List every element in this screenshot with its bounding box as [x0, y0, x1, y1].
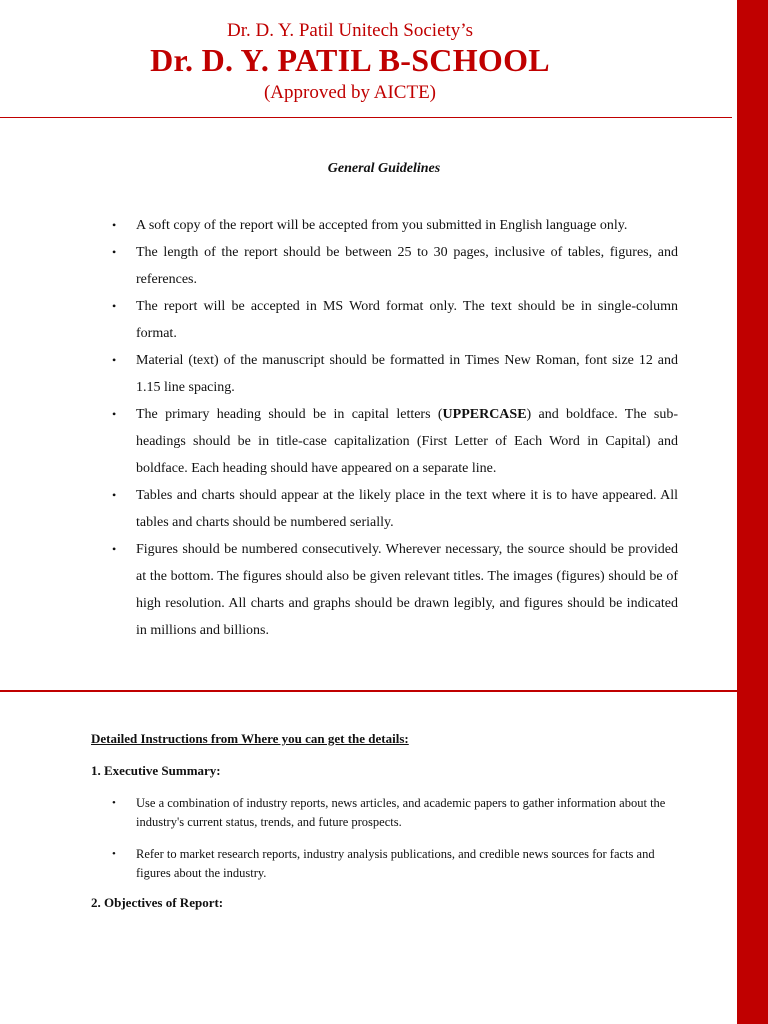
list-item-text: Refer to market research reports, industry analysis publications, and credible news sources for facts and figures about the industry. [136, 847, 655, 880]
list-item-text: The length of the report should be between 25 to 30 pages, inclusive of tables, figures, and references. [136, 245, 678, 287]
bullet-icon: • [112, 542, 117, 556]
list-item [108, 293, 678, 347]
list-item [108, 482, 678, 536]
detailed-instructions-heading: Detailed Instructions from Where you can get the details: [91, 731, 409, 746]
list-item-text: Tables and charts should appear at the likely place in the text where it is to have appeared. All tables and charts should be numbered serially. [136, 488, 678, 530]
bullet-icon: • [112, 797, 116, 809]
list-item [108, 347, 678, 401]
executive-summary-list [108, 794, 668, 896]
list-item-text: The report will be accepted in MS Word format only. The text should be in single-column format. [136, 299, 678, 341]
bullet-icon: • [112, 218, 117, 232]
bullet-icon: • [112, 353, 117, 367]
list-item-text: Figures should be numbered consecutively. Wherever necessary, the source should be provided at the bottom. The figures should also be given relevant titles. The images (figures) should be of high resolution. All charts and graphs should be drawn legibly, and figures should be indicated in millions and billions. [136, 542, 678, 638]
list-item-text-post: ) and boldface. The sub-headings should be in title-case capitalization (First Letter of Each Word in Capital) and boldface. Each heading should have appeared on a separate line. [136, 407, 678, 476]
bullet-icon: • [112, 488, 117, 502]
general-guidelines-list [108, 212, 678, 644]
society-name: Dr. D. Y. Patil Unitech Society’s [227, 20, 473, 41]
list-item-text-pre: The primary heading should be in capital letters ( [136, 407, 443, 422]
list-item [108, 536, 678, 644]
list-item [108, 212, 678, 239]
right-accent-bar [737, 0, 768, 1024]
school-name: Dr. D. Y. PATIL B-SCHOOL [150, 42, 550, 78]
list-item [108, 401, 678, 482]
bullet-icon: • [112, 848, 116, 860]
objectives-heading: 2. Objectives of Report: [91, 895, 224, 910]
list-item-text: A soft copy of the report will be accepted from you submitted in English language only. [136, 218, 628, 233]
bullet-icon: • [112, 299, 117, 313]
list-item [108, 794, 668, 831]
uppercase-emphasis: UPPERCASE [442, 407, 527, 422]
header-divider [0, 117, 732, 118]
general-guidelines-title: General Guidelines [327, 161, 441, 176]
approval-note: (Approved by AICTE) [263, 82, 437, 103]
list-item [108, 845, 668, 882]
bullet-icon: • [112, 245, 117, 259]
bullet-icon: • [112, 407, 117, 421]
list-item [108, 239, 678, 293]
list-item-text: Use a combination of industry reports, news articles, and academic papers to gather information about the industry's current status, trends, and future prospects. [136, 796, 666, 829]
section-divider [0, 690, 768, 692]
list-item-text: Material (text) of the manuscript should be formatted in Times New Roman, font size 12 and 1.15 line spacing. [136, 353, 678, 395]
executive-summary-heading: 1. Executive Summary: [91, 763, 221, 778]
